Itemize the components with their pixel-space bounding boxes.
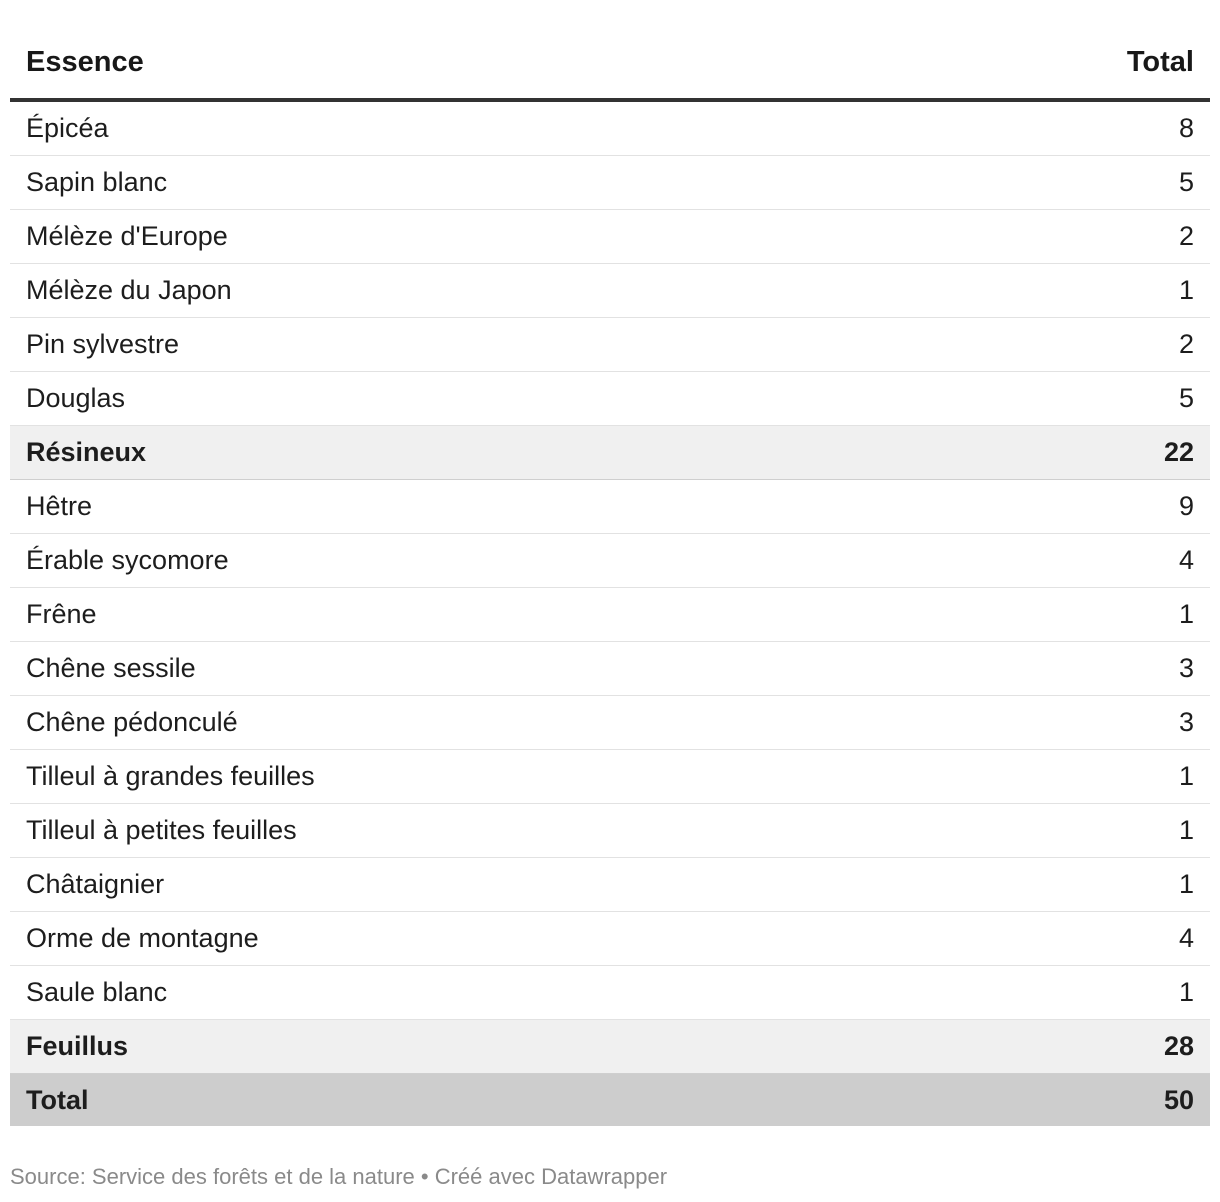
table-row (10, 696, 1210, 750)
table-row (10, 318, 1210, 372)
cell-total: 5 (610, 372, 1210, 426)
grand-total-row (10, 1074, 1210, 1127)
header-total[interactable]: Total (610, 27, 1210, 100)
cell-total: 2 (610, 318, 1210, 372)
table-row (10, 372, 1210, 426)
cell-essence: Résineux (10, 426, 610, 480)
cell-essence: Frêne (10, 588, 610, 642)
cell-essence: Orme de montagne (10, 912, 610, 966)
header-essence[interactable]: Essence (10, 27, 610, 100)
table-row (10, 642, 1210, 696)
cell-total: 5 (610, 156, 1210, 210)
cell-total: 1 (610, 264, 1210, 318)
subtotal-row (10, 1020, 1210, 1074)
table-row (10, 156, 1210, 210)
cell-essence: Pin sylvestre (10, 318, 610, 372)
species-table-container (10, 27, 1210, 1126)
cell-essence: Mélèze du Japon (10, 264, 610, 318)
table-row (10, 804, 1210, 858)
cell-essence: Épicéa (10, 100, 610, 156)
cell-total: 4 (610, 912, 1210, 966)
cell-essence: Feuillus (10, 1020, 610, 1074)
cell-essence: Tilleul à grandes feuilles (10, 750, 610, 804)
cell-essence: Mélèze d'Europe (10, 210, 610, 264)
source-footer: Source: Service des forêts et de la nature • Créé avec Datawrapper (10, 1164, 668, 1189)
cell-essence: Total (10, 1074, 610, 1127)
cell-essence: Douglas (10, 372, 610, 426)
cell-essence: Chêne sessile (10, 642, 610, 696)
subtotal-row (10, 426, 1210, 480)
cell-total: 3 (610, 696, 1210, 750)
cell-total: 1 (610, 804, 1210, 858)
table-row (10, 210, 1210, 264)
cell-total: 22 (610, 426, 1210, 480)
cell-total: 28 (610, 1020, 1210, 1074)
cell-essence: Érable sycomore (10, 534, 610, 588)
table-row (10, 588, 1210, 642)
cell-essence: Sapin blanc (10, 156, 610, 210)
cell-essence: Tilleul à petites feuilles (10, 804, 610, 858)
cell-essence: Hêtre (10, 480, 610, 534)
cell-essence: Châtaignier (10, 858, 610, 912)
header-row (10, 27, 1210, 100)
table-header (10, 27, 1210, 100)
cell-total: 4 (610, 534, 1210, 588)
species-table (10, 27, 1210, 1126)
table-row (10, 750, 1210, 804)
cell-essence: Saule blanc (10, 966, 610, 1020)
table-row (10, 264, 1210, 318)
table-row (10, 480, 1210, 534)
table-row (10, 912, 1210, 966)
table-row (10, 100, 1210, 156)
cell-total: 1 (610, 966, 1210, 1020)
cell-total: 3 (610, 642, 1210, 696)
cell-total: 9 (610, 480, 1210, 534)
cell-total: 1 (610, 750, 1210, 804)
table-body (10, 100, 1210, 1126)
cell-total: 8 (610, 100, 1210, 156)
cell-total: 50 (610, 1074, 1210, 1127)
cell-total: 2 (610, 210, 1210, 264)
cell-total: 1 (610, 588, 1210, 642)
table-row (10, 858, 1210, 912)
cell-essence: Chêne pédonculé (10, 696, 610, 750)
table-row (10, 966, 1210, 1020)
cell-total: 1 (610, 858, 1210, 912)
table-row (10, 534, 1210, 588)
